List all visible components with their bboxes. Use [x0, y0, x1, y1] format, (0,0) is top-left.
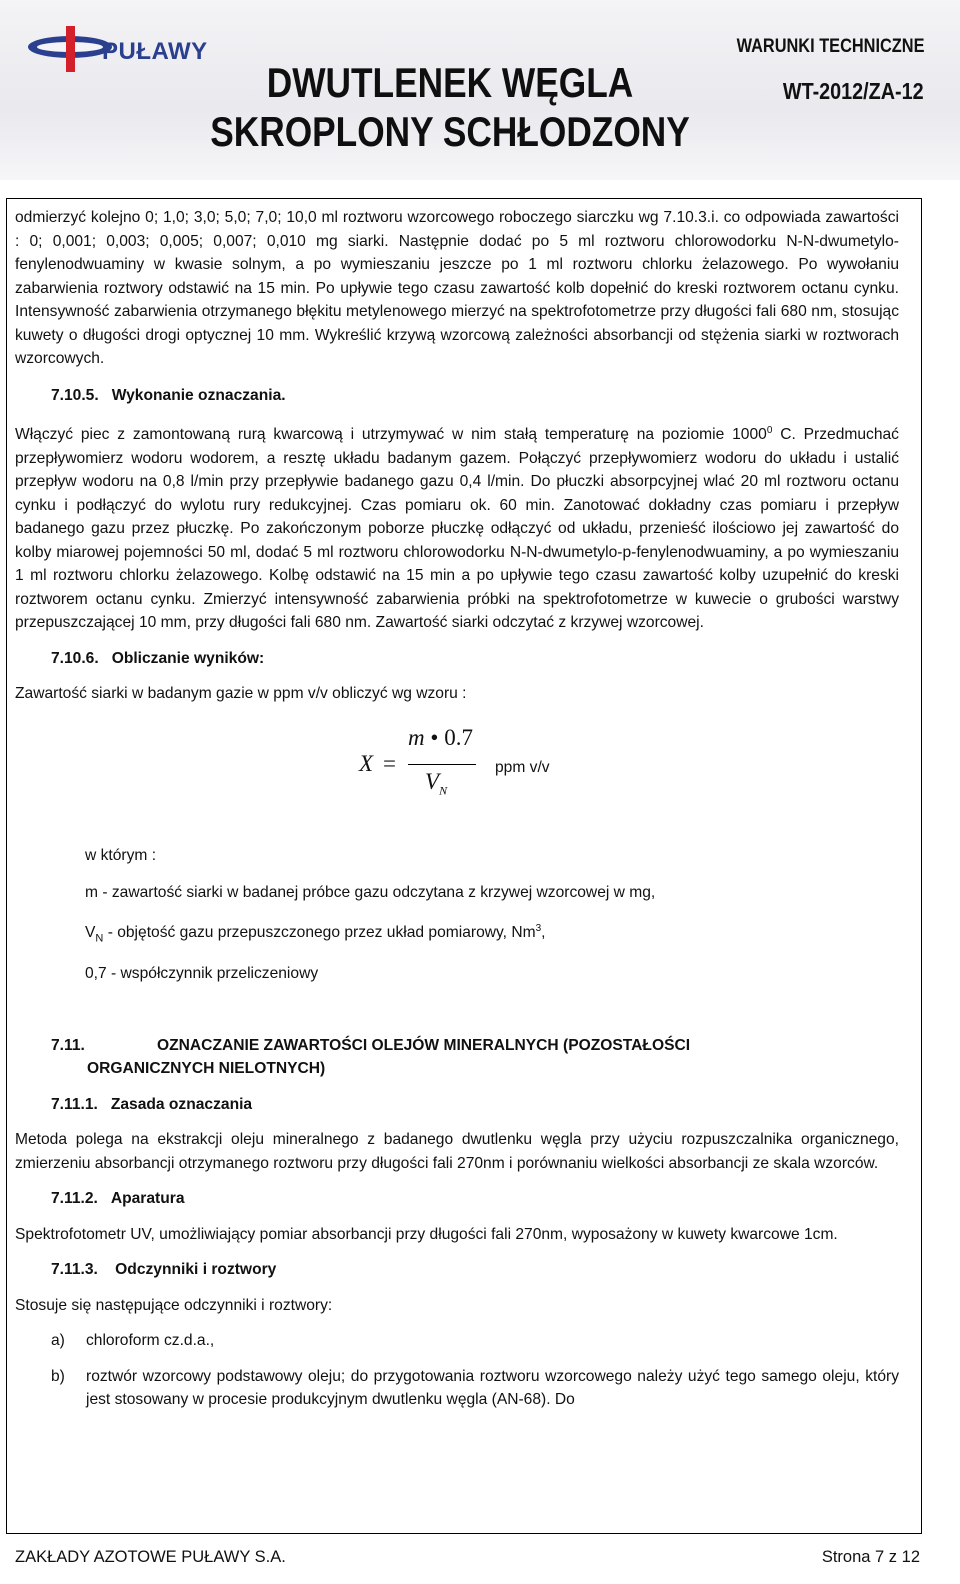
document-title-line2: SKROPLONY SCHŁODZONY — [210, 108, 690, 155]
definition-symbol: V — [85, 923, 96, 941]
fraction-bar — [408, 764, 476, 765]
formula-equals: = — [383, 750, 396, 776]
list-marker: a) — [51, 1332, 65, 1350]
formula-unit: ppm v/v — [495, 758, 550, 776]
definition-text: - objętość gazu przepuszczonego przez układ pomiarowy, Nm — [103, 923, 536, 941]
logo-text: PUŁAWY — [102, 38, 208, 65]
document-code: WT-2012/ZA-12 — [783, 78, 924, 104]
section-number: 7.11. — [51, 1036, 85, 1054]
paragraph: Spektrofotometr UV, umożliwiający pomiar absorbancji przy długości fali 270nm, wyposażony w kuwety kwarcowe 1cm. — [15, 1225, 838, 1243]
document-title-line1: DWUTLENEK WĘGLA — [266, 59, 634, 106]
definition-coefficient: 0,7 - współczynnik przeliczeniowy — [85, 965, 319, 983]
paragraph: Stosuje się następujące odczynniki i roztwory: — [15, 1296, 333, 1314]
section-number: 7.11.3. — [51, 1261, 98, 1279]
section-title: Aparatura — [110, 1190, 185, 1208]
paragraph: Metoda polega na ekstrakcji oleju mineralnego z badanego dwutlenku węgla przy użyciu rozpuszczalnika organicznego, zmierzeniu absorbancji otrzymanego roztworu przy długości fali 270nm i porównaniu wielkości absorbancji ze skala wzorców. — [15, 1131, 899, 1172]
formula-numerator — [408, 726, 473, 750]
section-heading — [51, 1187, 899, 1211]
formula-dot: • — [430, 724, 439, 750]
superscript: 0 — [766, 425, 773, 436]
list-item — [15, 1329, 899, 1353]
document-body — [15, 206, 899, 1412]
paragraph-text: C. Przedmuchać przepływomierz wodoru wodorem, a resztę układu badanym gazem. Połączyć przepływomierz wodoru do układu i ustalić przepływ wodoru na 0,8 l/min przy przepływie badanego gazu 0,4 l/min. Do płuczki absorpcyjnej wlać 20 ml roztworu octanu cynku i podłączyć do wylotu rury redukcyjnej. Czas pomiaru ok. 60 min. Zanotować dokładny czas pomiaru i przepływ badanego gazu przez płuczkę. Po zakończonym poborze płuczkę odłączyć od układu, przenieść ilościowo jej zawartość do kolby miarowej pojemności 50 ml, dodać 5 ml roztworu chlorowodorku N-N-dwumetylo-p-fenylenodwuaminy, a po wymieszaniu 1 ml roztworu chlorku żelazowego. Kolbę odstawić na 15 min a po upływie tego czasu zawartość kolby uzupełnić do kreski roztworem octanu cynku. Zmierzyć intensywność zabarwienia próbki na spektrofotometrze w kuwecie o grubości warstwy przepuszczającej 10 mm, przy długości fali 680 nm. Zawartość siarki odczytać z krzywej wzorcowej. — [15, 426, 899, 632]
formula-lhs: X — [359, 750, 374, 776]
formula — [15, 706, 899, 856]
definition-subscript: N — [95, 931, 104, 944]
where-label: w którym : — [85, 846, 157, 864]
section-heading — [51, 1093, 899, 1117]
section-title: Zasada oznaczania — [110, 1095, 253, 1113]
document-type: WARUNKI TECHNICZNE — [736, 36, 924, 57]
paragraph-text: Włączyć piec z zamontowaną rurą kwarcową i utrzymywać w nim stałą temperaturę na poziomie 1000 — [15, 426, 767, 444]
section-number: 7.10.5. — [51, 386, 99, 404]
definition-vn — [85, 917, 899, 951]
paragraph — [15, 419, 899, 635]
formula-constant: 0.7 — [444, 724, 473, 750]
section-title-cont: ORGANICZNYCH NIELOTNYCH) — [87, 1060, 326, 1078]
section-number: 7.10.6. — [51, 649, 99, 667]
formula-denominator — [425, 770, 447, 803]
formula-var-m: m — [408, 724, 425, 750]
footer-company: ZAKŁADY AZOTOWE PUŁAWY S.A. — [15, 1548, 286, 1566]
section-heading — [51, 1258, 899, 1282]
list-text: chloroform cz.d.a., — [86, 1332, 215, 1350]
section-heading — [51, 384, 899, 408]
section-number: 7.11.1. — [51, 1095, 98, 1113]
definition-superscript: 3 — [535, 922, 542, 934]
section-heading — [51, 647, 899, 671]
section-title: OZNACZANIE ZAWARTOŚCI OLEJÓW MINERALNYCH (POZOSTAŁOŚCI — [157, 1036, 691, 1054]
formula-subscript: N — [439, 783, 448, 798]
list-marker: b) — [51, 1367, 65, 1385]
list-item — [15, 1365, 899, 1412]
section-title: Odczynniki i roztwory — [115, 1261, 277, 1279]
paragraph: odmierzyć kolejno 0; 1,0; 3,0; 5,0; 7,0; 10,0 ml roztworu wzorcowego roboczego siarczku wg 7.10.3.i. co odpowiada zawartości : 0; 0,001; 0,003; 0,005; 0,007; 0,010 mg siarki. Następnie dodać po 5 ml roztworu chlorowodorku N-N-dwumetylo-fenylenodwuaminy w kwasie solnym, a po wymieszaniu jeszcze po 1 ml roztworu chlorku żelazowego. Po wywołaniu zabarwienia roztwory odstawić na 15 min. Po upływie tego czasu zawartość kolb dopełnić do kreski roztworem octanu cynku. Intensywność zabarwienia otrzymanego błękitu metylenowego mierzyć na spektrofotometrze przy długości fali 680 nm, stosując kuwety o długości drogi optycznej 10 mm. Wykreślić krzywą wzorcową zależności absorbancji od stężenia siarki w roztworach wzorcowych. — [15, 209, 899, 367]
definition-text: , — [541, 923, 546, 941]
definition-m: m - zawartość siarki w badanej próbce gazu odczytana z krzywej wzorcowej w mg, — [85, 884, 656, 902]
section-title: Wykonanie oznaczania. — [111, 386, 286, 404]
paragraph: Zawartość siarki w badanym gazie w ppm v/v obliczyć wg wzoru : — [15, 685, 467, 703]
section-heading — [51, 1034, 899, 1081]
footer-page-number: Strona 7 z 12 — [821, 1548, 920, 1566]
section-title: Obliczanie wyników: — [111, 649, 265, 667]
formula-var-v: V — [425, 768, 440, 794]
list-text: roztwór wzorcowy podstawowy oleju; do przygotowania roztworu wzorcowego należy użyć tego samego oleju, który jest stosowany w procesie produkcyjnym dwutlenku węgla (AN-68). Do — [86, 1367, 899, 1409]
section-number: 7.11.2. — [51, 1190, 98, 1208]
